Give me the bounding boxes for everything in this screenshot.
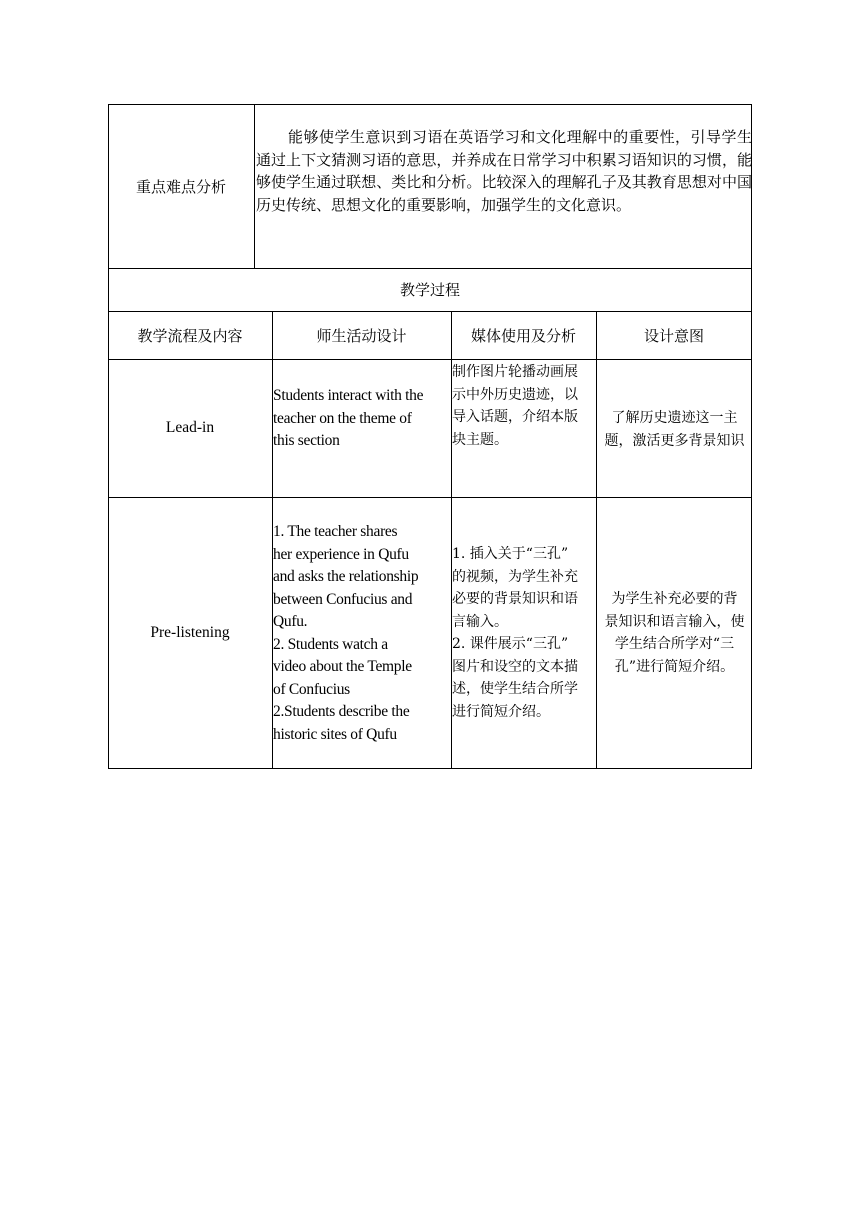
column-header-media: 媒体使用及分析	[470, 326, 576, 345]
section-title: 教学过程	[399, 281, 460, 299]
table-row-media: 制作图片轮播动画展 示中外历史遗迹，以 导入话题，介绍本版 块主题。	[452, 364, 578, 448]
table-row-intent: 为学生补充必要的背 景知识和语言输入，使 学生结合所学对“三 孔”进行简短介绍。	[604, 591, 745, 675]
table-row-stage: Lead-in	[165, 418, 215, 436]
table-row-stage: Pre-listening	[150, 623, 230, 641]
column-header-activity: 师生活动设计	[316, 326, 407, 345]
key-difficulty-content: 能够使学生意识到习语在英语学习和文化理解中的重要性，引导学生通过上下文猜测习语的意思，并养成在日常学习中积累习语知识的习惯，能够使学生通过联想、类比和分析。比较深入的理解孔子及其教育思想对中国历史传统、思想文化的重要影响，加强学生的文化意识。	[256, 128, 752, 214]
table-row-activity: Students interact with the teacher on the theme of this section	[273, 387, 424, 449]
key-difficulty-label: 重点难点分析	[135, 177, 226, 196]
table-row-intent: 了解历史遗迹这一主 题，激活更多背景知识	[604, 410, 745, 449]
col-divider	[254, 104, 255, 268]
table-row-activity: 1. The teacher shares her experience in Qufu and asks the relationship between Confucius and Qufu. 2. Students watch a video about the Temple of Confucius 2.Students describe the historic sites of Qufu	[273, 523, 419, 743]
column-header-process: 教学流程及内容	[137, 326, 243, 345]
col-divider	[596, 311, 597, 769]
table-row-media: 1. 插入关于“三孔” 的视频，为学生补充 必要的背景知识和语 言输入。 2. 课件展示“三孔” 图片和设空的文本描 述，使学生结合所学 进行简短介绍。	[452, 546, 578, 720]
column-header-intent: 设计意图	[643, 326, 704, 345]
